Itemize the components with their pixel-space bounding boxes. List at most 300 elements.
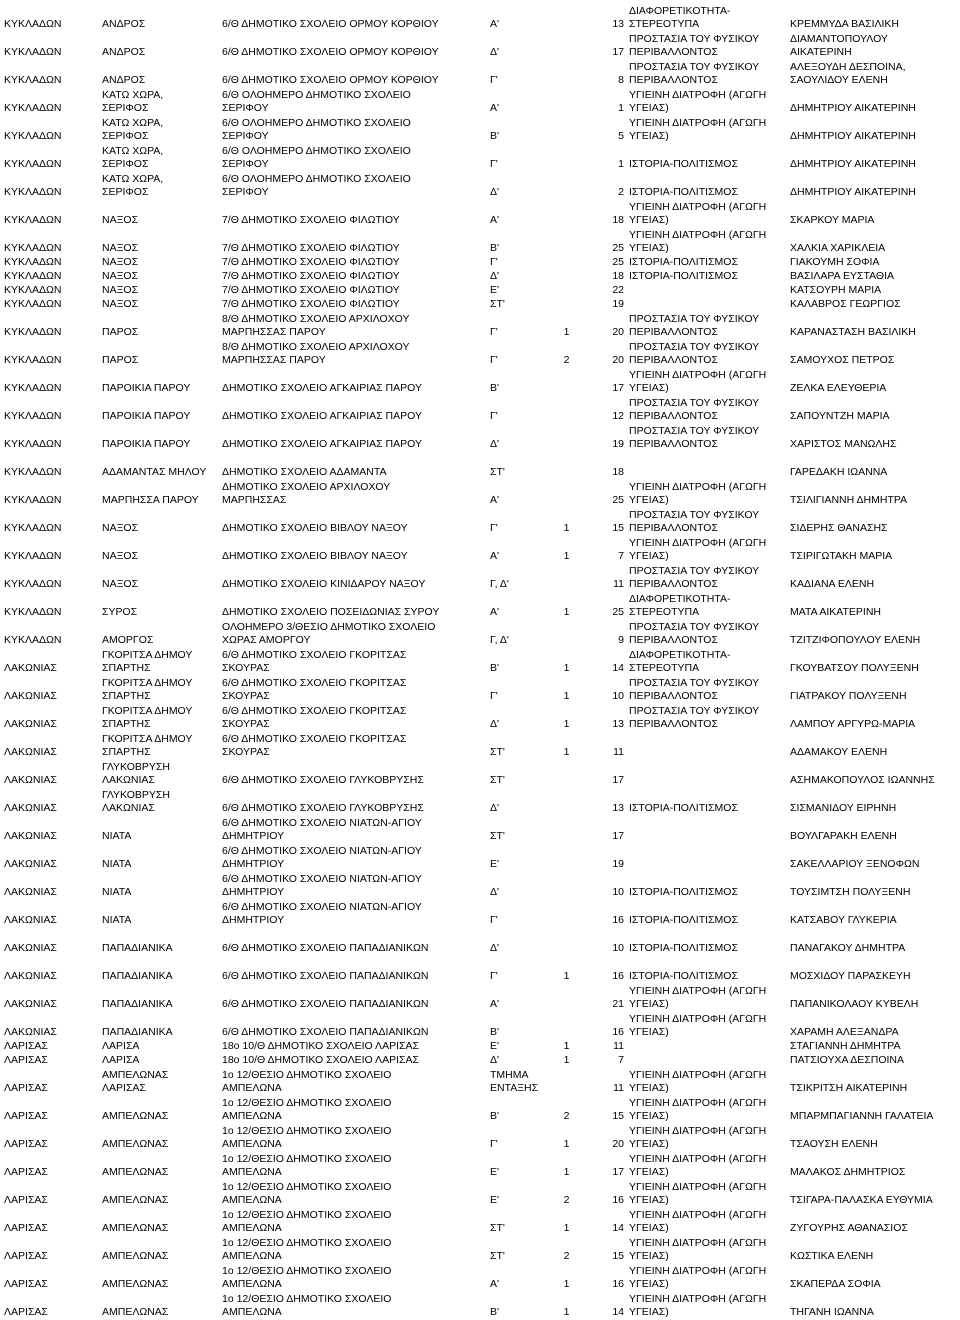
topic-cell: ΠΡΟΣΤΑΣΙΑ ΤΟΥ ΦΥΣΙΚΟΥ ΠΕΡΙΒΑΛΛΟΝΤΟΣ: [629, 509, 760, 534]
school-cell: ΔΗΜΟΤΙΚΟ ΣΧΟΛΕΙΟ ΒΙΒΛΟΥ ΝΑΞΟΥ: [222, 522, 408, 534]
topic-cell: ΠΡΟΣΤΑΣΙΑ ΤΟΥ ΦΥΣΙΚΟΥ ΠΕΡΙΒΑΛΛΟΝΤΟΣ: [629, 621, 760, 646]
school-cell: 8/Θ ΔΗΜΟΤΙΚΟ ΣΧΟΛΕΙΟ ΑΡΧΙΛΟΧΟΥ ΜΑΡΠΗΣΣΑΣ ΠΑΡΟΥ: [222, 313, 410, 338]
class-cell: ΣΤ': [490, 1250, 505, 1262]
class-cell: Β': [490, 662, 500, 674]
topic-cell: ΙΣΤΟΡΙΑ-ΠΟΛΙΤΙΣΜΟΣ: [629, 970, 738, 982]
students-cell: 25: [612, 606, 624, 618]
school-cell: ΟΛΟΗΜΕΡΟ 3/ΘΕΣΙΟ ΔΗΜΟΤΙΚΟ ΣΧΟΛΕΙΟ ΧΩΡΑΣ ΑΜΟΡΓΟΥ: [222, 621, 436, 646]
prefecture-cell: ΚΥΚΛΑΔΩΝ: [4, 102, 62, 114]
prefecture-cell: ΚΥΚΛΑΔΩΝ: [4, 74, 62, 86]
class-cell: Β': [490, 1026, 500, 1038]
teacher-cell: ΣΑΜΟΥΧΟΣ ΠΕΤΡΟΣ: [790, 354, 895, 366]
class-cell: Α': [490, 606, 500, 618]
students-cell: 11: [613, 746, 624, 758]
school-cell: 6/Θ ΟΛΟΗΜΕΡΟ ΔΗΜΟΤΙΚΟ ΣΧΟΛΕΙΟ ΣΕΡΙΦΟΥ: [222, 173, 411, 198]
topic-cell: ΥΓΙΕΙΝΗ ΔΙΑΤΡΟΦΗ (ΑΓΩΓΗ ΥΓΕΙΑΣ): [629, 229, 767, 254]
table-row: [4, 1124, 956, 1152]
class-cell: Ε': [490, 284, 500, 296]
teacher-cell: ΚΩΣΤΙΚΑ ΕΛΕΝΗ: [790, 1250, 874, 1262]
topic-cell: ΠΡΟΣΤΑΣΙΑ ΤΟΥ ΦΥΣΙΚΟΥ ΠΕΡΙΒΑΛΛΟΝΤΟΣ: [629, 61, 760, 86]
class-cell: Γ': [490, 690, 498, 702]
prefecture-cell: ΛΑΚΩΝΙΑΣ: [4, 942, 57, 954]
class-cell: Ε': [490, 1166, 500, 1178]
prefecture-cell: ΚΥΚΛΑΔΩΝ: [4, 578, 62, 590]
area-cell: ΑΜΠΕΛΩΝΑΣ: [102, 1138, 169, 1150]
class-cell: Α': [490, 494, 500, 506]
school-cell: 1ο 12/ΘΕΣΙΟ ΔΗΜΟΤΙΚΟ ΣΧΟΛΕΙΟ ΑΜΠΕΛΩΝΑ: [222, 1293, 392, 1318]
school-cell: ΔΗΜΟΤΙΚΟ ΣΧΟΛΕΙΟ ΚΙΝΙΔΑΡΟΥ ΝΑΞΟΥ: [222, 578, 426, 590]
topic-cell: ΠΡΟΣΤΑΣΙΑ ΤΟΥ ΦΥΣΙΚΟΥ ΠΕΡΙΒΑΛΛΟΝΤΟΣ: [629, 677, 760, 702]
section-cell: 1: [563, 522, 570, 534]
area-cell: ΠΑΡΟΣ: [102, 354, 139, 366]
table-row: [4, 200, 956, 228]
area-cell: ΑΜΠΕΛΩΝΑΣ ΛΑΡΙΣΑΣ: [102, 1069, 169, 1094]
section-cell: 1: [563, 1306, 570, 1318]
topic-cell: ΥΓΙΕΙΝΗ ΔΙΑΤΡΟΦΗ (ΑΓΩΓΗ ΥΓΕΙΑΣ): [629, 1265, 767, 1290]
students-cell: 10: [612, 690, 624, 702]
class-cell: Γ': [490, 914, 498, 926]
area-cell: ΝΙΑΤΑ: [102, 858, 132, 870]
teacher-cell: ΣΑΠΟΥΝΤΖΗ ΜΑΡΙΑ: [790, 410, 890, 422]
school-cell: 6/Θ ΔΗΜΟΤΙΚΟ ΣΧΟΛΕΙΟ ΝΙΑΤΩΝ-ΑΓΙΟΥ ΔΗΜΗΤΡΙΟΥ: [222, 817, 422, 842]
prefecture-cell: ΚΥΚΛΑΔΩΝ: [4, 284, 62, 296]
section-cell: 1: [563, 606, 570, 618]
area-cell: ΠΑΡΟΙΚΙΑ ΠΑΡΟΥ: [102, 382, 191, 394]
topic-cell: ΙΣΤΟΡΙΑ-ΠΟΛΙΤΙΣΜΟΣ: [629, 256, 738, 268]
teacher-cell: ΖΕΛΚΑ ΕΛΕΥΘΕΡΙΑ: [790, 382, 887, 394]
school-cell: 6/Θ ΔΗΜΟΤΙΚΟ ΣΧΟΛΕΙΟ ΠΑΠΑΔΙΑΝΙΚΩΝ: [222, 1026, 429, 1038]
class-cell: ΣΤ': [490, 298, 505, 310]
teacher-cell: ΓΙΑΚΟΥΜΗ ΣΟΦΙΑ: [790, 256, 880, 268]
prefecture-cell: ΚΥΚΛΑΔΩΝ: [4, 354, 62, 366]
table-row: [4, 1152, 956, 1180]
class-cell: Δ': [490, 718, 500, 730]
students-cell: 17: [612, 382, 624, 394]
table-row: [4, 564, 956, 592]
class-cell: ΣΤ': [490, 746, 505, 758]
students-cell: 19: [612, 298, 624, 310]
teacher-cell: ΔΙΑΜΑΝΤΟΠΟΥΛΟΥ ΑΙΚΑΤΕΡΙΝΗ: [790, 33, 888, 58]
area-cell: ΑΜΠΕΛΩΝΑΣ: [102, 1250, 169, 1262]
class-cell: Α': [490, 1278, 500, 1290]
school-cell: 1ο 12/ΘΕΣΙΟ ΔΗΜΟΤΙΚΟ ΣΧΟΛΕΙΟ ΑΜΠΕΛΩΝΑ: [222, 1097, 392, 1122]
students-cell: 10: [612, 942, 624, 954]
table-row: [4, 172, 956, 200]
area-cell: ΑΜΠΕΛΩΝΑΣ: [102, 1194, 169, 1206]
class-cell: Α': [490, 998, 500, 1010]
class-cell: Α': [490, 18, 500, 30]
students-cell: 7: [618, 1054, 624, 1066]
school-cell: 7/Θ ΔΗΜΟΤΙΚΟ ΣΧΟΛΕΙΟ ΦΙΛΩΤΙΟΥ: [222, 270, 400, 282]
prefecture-cell: ΚΥΚΛΑΔΩΝ: [4, 438, 62, 450]
school-cell: ΔΗΜΟΤΙΚΟ ΣΧΟΛΕΙΟ ΑΓΚΑΙΡΙΑΣ ΠΑΡΟΥ: [222, 438, 422, 450]
topic-cell: ΠΡΟΣΤΑΣΙΑ ΤΟΥ ΦΥΣΙΚΟΥ ΠΕΡΙΒΑΛΛΟΝΤΟΣ: [629, 425, 760, 450]
teacher-cell: ΑΛΕΞΟΥΔΗ ΔΕΣΠΟΙΝΑ, ΣΑΟΥΛΙΔΟΥ ΕΛΕΝΗ: [790, 61, 906, 86]
area-cell: ΝΙΑΤΑ: [102, 886, 132, 898]
prefecture-cell: ΛΑΡΙΣΑΣ: [4, 1278, 48, 1290]
area-cell: ΝΑΞΟΣ: [102, 522, 139, 534]
area-cell: ΠΑΡΟΙΚΙΑ ΠΑΡΟΥ: [102, 438, 191, 450]
students-cell: 7: [618, 550, 624, 562]
teacher-cell: ΤΗΓΑΝΗ ΙΩΑΝΝΑ: [790, 1306, 874, 1318]
area-cell: ΑΜΠΕΛΩΝΑΣ: [102, 1306, 169, 1318]
section-cell: 1: [563, 970, 570, 982]
table-row: [4, 984, 956, 1012]
area-cell: ΝΑΞΟΣ: [102, 242, 139, 254]
table-row: [4, 1236, 956, 1264]
students-cell: 16: [612, 970, 624, 982]
school-cell: 1ο 12/ΘΕΣΙΟ ΔΗΜΟΤΙΚΟ ΣΧΟΛΕΙΟ ΑΜΠΕΛΩΝΑ: [222, 1265, 392, 1290]
table-row: [4, 396, 956, 424]
table-row: [4, 1096, 956, 1124]
teacher-cell: ΣΙΔΕΡΗΣ ΘΑΝΑΣΗΣ: [790, 522, 888, 534]
students-cell: 9: [618, 634, 624, 646]
teacher-cell: ΔΗΜΗΤΡΙΟΥ ΑΙΚΑΤΕΡΙΝΗ: [790, 186, 916, 198]
area-cell: ΑΝΔΡΟΣ: [102, 18, 146, 30]
topic-cell: ΥΓΙΕΙΝΗ ΔΙΑΤΡΟΦΗ (ΑΓΩΓΗ ΥΓΕΙΑΣ): [629, 1097, 767, 1122]
students-cell: 1: [618, 102, 624, 114]
section-cell: 2: [563, 1194, 570, 1206]
class-cell: Β': [490, 242, 500, 254]
class-cell: Β': [490, 130, 500, 142]
students-cell: 15: [612, 1110, 624, 1122]
area-cell: ΠΑΠΑΔΙΑΝΙΚΑ: [102, 942, 173, 954]
prefecture-cell: ΚΥΚΛΑΔΩΝ: [4, 186, 62, 198]
prefecture-cell: ΛΑΚΩΝΙΑΣ: [4, 914, 57, 926]
area-cell: ΓΛΥΚΟΒΡΥΣΗ ΛΑΚΩΝΙΑΣ: [102, 761, 170, 786]
topic-cell: ΙΣΤΟΡΙΑ-ΠΟΛΙΤΙΣΜΟΣ: [629, 802, 738, 814]
prefecture-cell: ΚΥΚΛΑΔΩΝ: [4, 410, 62, 422]
table-row: [4, 732, 956, 760]
students-cell: 16: [612, 914, 624, 926]
school-cell: 6/Θ ΔΗΜΟΤΙΚΟ ΣΧΟΛΕΙΟ ΝΙΑΤΩΝ-ΑΓΙΟΥ ΔΗΜΗΤΡΙΟΥ: [222, 845, 422, 870]
area-cell: ΠΑΡΟΙΚΙΑ ΠΑΡΟΥ: [102, 410, 191, 422]
students-cell: 16: [612, 1194, 624, 1206]
class-cell: Δ': [490, 186, 500, 198]
school-cell: 6/Θ ΔΗΜΟΤΙΚΟ ΣΧΟΛΕΙΟ ΓΚΟΡΙΤΣΑΣ ΣΚΟΥΡΑΣ: [222, 677, 407, 702]
prefecture-cell: ΚΥΚΛΑΔΩΝ: [4, 298, 62, 310]
table-row: [4, 452, 956, 480]
prefecture-cell: ΚΥΚΛΑΔΩΝ: [4, 46, 62, 58]
class-cell: Δ': [490, 942, 500, 954]
section-cell: 1: [563, 326, 570, 338]
table-row: [4, 508, 956, 536]
prefecture-cell: ΛΑΚΩΝΙΑΣ: [4, 830, 57, 842]
class-cell: Α': [490, 214, 500, 226]
table-row: [4, 368, 956, 396]
prefecture-cell: ΛΑΚΩΝΙΑΣ: [4, 970, 57, 982]
table-row: [4, 116, 956, 144]
school-cell: 18ο 10/Θ ΔΗΜΟΤΙΚΟ ΣΧΟΛΕΙΟ ΛΑΡΙΣΑΣ: [222, 1054, 419, 1066]
area-cell: ΝΙΑΤΑ: [102, 914, 132, 926]
prefecture-cell: ΚΥΚΛΑΔΩΝ: [4, 270, 62, 282]
students-cell: 11: [613, 1040, 624, 1052]
teacher-cell: ΚΑΤΣΑΒΟΥ ΓΛΥΚΕΡΙΑ: [790, 914, 897, 926]
school-cell: ΔΗΜΟΤΙΚΟ ΣΧΟΛΕΙΟ ΑΡΧΙΛΟΧΟΥ ΜΑΡΠΗΣΣΑΣ: [222, 481, 391, 506]
section-cell: 1: [563, 690, 570, 702]
table-row: [4, 928, 956, 956]
spreadsheet-table: [4, 4, 956, 1320]
prefecture-cell: ΚΥΚΛΑΔΩΝ: [4, 256, 62, 268]
topic-cell: ΙΣΤΟΡΙΑ-ΠΟΛΙΤΙΣΜΟΣ: [629, 270, 738, 282]
class-cell: ΤΜΗΜΑ ΕΝΤΑΞΗΣ: [490, 1069, 539, 1094]
area-cell: ΝΑΞΟΣ: [102, 214, 139, 226]
topic-cell: ΠΡΟΣΤΑΣΙΑ ΤΟΥ ΦΥΣΙΚΟΥ ΠΕΡΙΒΑΛΛΟΝΤΟΣ: [629, 313, 760, 338]
class-cell: Α': [490, 550, 500, 562]
students-cell: 8: [618, 74, 624, 86]
prefecture-cell: ΚΥΚΛΑΔΩΝ: [4, 130, 62, 142]
table-row: [4, 816, 956, 844]
area-cell: ΑΜΠΕΛΩΝΑΣ: [102, 1110, 169, 1122]
teacher-cell: ΑΣΗΜΑΚΟΠΟΥΛΟΣ ΙΩΑΝΝΗΣ: [790, 774, 935, 786]
teacher-cell: ΚΑΤΣΟΥΡΗ ΜΑΡΙΑ: [790, 284, 882, 296]
students-cell: 15: [612, 1250, 624, 1262]
teacher-cell: ΚΡΕΜΜΥΔΑ ΒΑΣΙΛΙΚΗ: [790, 18, 900, 30]
teacher-cell: ΔΗΜΗΤΡΙΟΥ ΑΙΚΑΤΕΡΙΝΗ: [790, 158, 916, 170]
topic-cell: ΥΓΙΕΙΝΗ ΔΙΑΤΡΟΦΗ (ΑΓΩΓΗ ΥΓΕΙΑΣ): [629, 1181, 767, 1206]
area-cell: ΝΑΞΟΣ: [102, 298, 139, 310]
class-cell: Δ': [490, 802, 500, 814]
students-cell: 18: [612, 214, 624, 226]
section-cell: 2: [563, 1250, 570, 1262]
students-cell: 17: [612, 774, 624, 786]
students-cell: 21: [612, 998, 624, 1010]
prefecture-cell: ΛΑΡΙΣΑΣ: [4, 1166, 48, 1178]
topic-cell: ΥΓΙΕΙΝΗ ΔΙΑΤΡΟΦΗ (ΑΓΩΓΗ ΥΓΕΙΑΣ): [629, 1013, 767, 1038]
students-cell: 16: [612, 1278, 624, 1290]
students-cell: 1: [618, 158, 624, 170]
topic-cell: ΥΓΙΕΙΝΗ ΔΙΑΤΡΟΦΗ (ΑΓΩΓΗ ΥΓΕΙΑΣ): [629, 1125, 767, 1150]
table-row: [4, 312, 956, 340]
topic-cell: ΠΡΟΣΤΑΣΙΑ ΤΟΥ ΦΥΣΙΚΟΥ ΠΕΡΙΒΑΛΛΟΝΤΟΣ: [629, 705, 760, 730]
teacher-cell: ΣΚΑΠΕΡΔΑ ΣΟΦΙΑ: [790, 1278, 881, 1290]
class-cell: Ε': [490, 1194, 500, 1206]
teacher-cell: ΓΙΑΤΡΑΚΟΥ ΠΟΛΥΞΕΝΗ: [790, 690, 907, 702]
prefecture-cell: ΚΥΚΛΑΔΩΝ: [4, 494, 62, 506]
area-cell: ΓΚΟΡΙΤΣΑ ΔΗΜΟΥ ΣΠΑΡΤΗΣ: [102, 705, 193, 730]
class-cell: Ε': [490, 1040, 500, 1052]
school-cell: ΔΗΜΟΤΙΚΟ ΣΧΟΛΕΙΟ ΑΓΚΑΙΡΙΑΣ ΠΑΡΟΥ: [222, 410, 422, 422]
school-cell: 6/Θ ΔΗΜΟΤΙΚΟ ΣΧΟΛΕΙΟ ΝΙΑΤΩΝ-ΑΓΙΟΥ ΔΗΜΗΤΡΙΟΥ: [222, 873, 422, 898]
class-cell: Γ': [490, 410, 498, 422]
teacher-cell: ΑΔΑΜΑΚΟΥ ΕΛΕΝΗ: [790, 746, 888, 758]
students-cell: 20: [612, 326, 624, 338]
teacher-cell: ΓΚΟΥΒΑΤΣΟΥ ΠΟΛΥΞΕΝΗ: [790, 662, 919, 674]
section-cell: 1: [563, 1278, 570, 1290]
teacher-cell: ΤΣΙΚΡΙΤΣΗ ΑΙΚΑΤΕΡΙΝΗ: [790, 1082, 908, 1094]
prefecture-cell: ΚΥΚΛΑΔΩΝ: [4, 382, 62, 394]
topic-cell: ΥΓΙΕΙΝΗ ΔΙΑΤΡΟΦΗ (ΑΓΩΓΗ ΥΓΕΙΑΣ): [629, 201, 767, 226]
prefecture-cell: ΛΑΡΙΣΑΣ: [4, 1082, 48, 1094]
prefecture-cell: ΛΑΚΩΝΙΑΣ: [4, 746, 57, 758]
table-row: [4, 872, 956, 900]
teacher-cell: ΖΥΓΟΥΡΗΣ ΑΘΑΝΑΣΙΟΣ: [790, 1222, 908, 1234]
class-cell: ΣΤ': [490, 1222, 505, 1234]
area-cell: ΑΜΠΕΛΩΝΑΣ: [102, 1222, 169, 1234]
teacher-cell: ΜΟΣΧΙΔΟΥ ΠΑΡΑΣΚΕΥΗ: [790, 970, 911, 982]
section-cell: 1: [563, 718, 570, 730]
school-cell: 7/Θ ΔΗΜΟΤΙΚΟ ΣΧΟΛΕΙΟ ΦΙΛΩΤΙΟΥ: [222, 298, 400, 310]
topic-cell: ΥΓΙΕΙΝΗ ΔΙΑΤΡΟΦΗ (ΑΓΩΓΗ ΥΓΕΙΑΣ): [629, 1293, 767, 1318]
table-row: [4, 1208, 956, 1236]
teacher-cell: ΤΖΙΤΖΙΦΟΠΟΥΛΟΥ ΕΛΕΝΗ: [790, 634, 921, 646]
class-cell: Γ': [490, 326, 498, 338]
prefecture-cell: ΛΑΡΙΣΑΣ: [4, 1040, 48, 1052]
prefecture-cell: ΛΑΡΙΣΑΣ: [4, 1194, 48, 1206]
teacher-cell: ΤΣΙΛΙΓΙΑΝΝΗ ΔΗΜΗΤΡΑ: [790, 494, 908, 506]
class-cell: Α': [490, 102, 500, 114]
students-cell: 25: [612, 242, 624, 254]
area-cell: ΝΙΑΤΑ: [102, 830, 132, 842]
teacher-cell: ΜΠΑΡΜΠΑΓΙΑΝΝΗ ΓΑΛΑΤΕΙΑ: [790, 1110, 934, 1122]
topic-cell: ΔΙΑΦΟΡΕΤΙΚΟΤΗΤΑ- ΣΤΕΡΕΟΤΥΠΑ: [629, 593, 731, 618]
area-cell: ΚΑΤΩ ΧΩΡΑ, ΣΕΡΙΦΟΣ: [102, 173, 164, 198]
students-cell: 17: [612, 46, 624, 58]
table-row: [4, 704, 956, 732]
area-cell: ΝΑΞΟΣ: [102, 256, 139, 268]
students-cell: 20: [612, 354, 624, 366]
students-cell: 17: [612, 1166, 624, 1178]
section-cell: 1: [563, 1054, 570, 1066]
class-cell: Γ': [490, 74, 498, 86]
table-row: [4, 88, 956, 116]
school-cell: 1ο 12/ΘΕΣΙΟ ΔΗΜΟΤΙΚΟ ΣΧΟΛΕΙΟ ΑΜΠΕΛΩΝΑ: [222, 1181, 392, 1206]
school-cell: 7/Θ ΔΗΜΟΤΙΚΟ ΣΧΟΛΕΙΟ ΦΙΛΩΤΙΟΥ: [222, 214, 400, 226]
topic-cell: ΠΡΟΣΤΑΣΙΑ ΤΟΥ ΦΥΣΙΚΟΥ ΠΕΡΙΒΑΛΛΟΝΤΟΣ: [629, 397, 760, 422]
area-cell: ΑΜΠΕΛΩΝΑΣ: [102, 1278, 169, 1290]
topic-cell: ΔΙΑΦΟΡΕΤΙΚΟΤΗΤΑ- ΣΤΕΡΕΟΤΥΠΑ: [629, 5, 731, 30]
prefecture-cell: ΚΥΚΛΑΔΩΝ: [4, 214, 62, 226]
school-cell: 6/Θ ΟΛΟΗΜΕΡΟ ΔΗΜΟΤΙΚΟ ΣΧΟΛΕΙΟ ΣΕΡΙΦΟΥ: [222, 145, 411, 170]
topic-cell: ΥΓΙΕΙΝΗ ΔΙΑΤΡΟΦΗ (ΑΓΩΓΗ ΥΓΕΙΑΣ): [629, 117, 767, 142]
topic-cell: ΠΡΟΣΤΑΣΙΑ ΤΟΥ ΦΥΣΙΚΟΥ ΠΕΡΙΒΑΛΛΟΝΤΟΣ: [629, 33, 760, 58]
students-cell: 19: [612, 438, 624, 450]
school-cell: ΔΗΜΟΤΙΚΟ ΣΧΟΛΕΙΟ ΑΓΚΑΙΡΙΑΣ ΠΑΡΟΥ: [222, 382, 422, 394]
topic-cell: ΙΣΤΟΡΙΑ-ΠΟΛΙΤΙΣΜΟΣ: [629, 886, 738, 898]
students-cell: 16: [612, 1026, 624, 1038]
table-row: [4, 676, 956, 704]
school-cell: 6/Θ ΔΗΜΟΤΙΚΟ ΣΧΟΛΕΙΟ ΓΛΥΚΟΒΡΥΣΗΣ: [222, 774, 424, 786]
students-cell: 20: [612, 1138, 624, 1150]
teacher-cell: ΚΑΔΙΑΝΑ ΕΛΕΝΗ: [790, 578, 875, 590]
area-cell: ΑΜΠΕΛΩΝΑΣ: [102, 1166, 169, 1178]
table-row: [4, 144, 956, 172]
section-cell: 1: [563, 746, 570, 758]
teacher-cell: ΧΑΛΚΙΑ ΧΑΡΙΚΛΕΙΑ: [790, 242, 886, 254]
class-cell: Ε': [490, 858, 500, 870]
students-cell: 13: [612, 802, 624, 814]
area-cell: ΑΝΔΡΟΣ: [102, 74, 146, 86]
class-cell: ΣΤ': [490, 774, 505, 786]
teacher-cell: ΤΣΙΓΑΡΑ-ΠΑΛΑΣΚΑ ΕΥΘΥΜΙΑ: [790, 1194, 933, 1206]
area-cell: ΜΑΡΠΗΣΣΑ ΠΑΡΟΥ: [102, 494, 199, 506]
school-cell: 7/Θ ΔΗΜΟΤΙΚΟ ΣΧΟΛΕΙΟ ΦΙΛΩΤΙΟΥ: [222, 256, 400, 268]
prefecture-cell: ΛΑΡΙΣΑΣ: [4, 1054, 48, 1066]
school-cell: 6/Θ ΔΗΜΟΤΙΚΟ ΣΧΟΛΕΙΟ ΓΚΟΡΙΤΣΑΣ ΣΚΟΥΡΑΣ: [222, 649, 407, 674]
prefecture-cell: ΚΥΚΛΑΔΩΝ: [4, 158, 62, 170]
table-row: [4, 956, 956, 984]
school-cell: 1ο 12/ΘΕΣΙΟ ΔΗΜΟΤΙΚΟ ΣΧΟΛΕΙΟ ΑΜΠΕΛΩΝΑ: [222, 1209, 392, 1234]
teacher-cell: ΜΑΛΑΚΟΣ ΔΗΜΗΤΡΙΟΣ: [790, 1166, 906, 1178]
school-cell: 1ο 12/ΘΕΣΙΟ ΔΗΜΟΤΙΚΟ ΣΧΟΛΕΙΟ ΑΜΠΕΛΩΝΑ: [222, 1237, 392, 1262]
topic-cell: ΥΓΙΕΙΝΗ ΔΙΑΤΡΟΦΗ (ΑΓΩΓΗ ΥΓΕΙΑΣ): [629, 1237, 767, 1262]
students-cell: 11: [613, 1082, 624, 1094]
table-row: [4, 4, 956, 32]
topic-cell: ΥΓΙΕΙΝΗ ΔΙΑΤΡΟΦΗ (ΑΓΩΓΗ ΥΓΕΙΑΣ): [629, 481, 767, 506]
table-row: [4, 480, 956, 508]
topic-cell: ΙΣΤΟΡΙΑ-ΠΟΛΙΤΙΣΜΟΣ: [629, 942, 738, 954]
teacher-cell: ΠΑΝΑΓΑΚΟΥ ΔΗΜΗΤΡΑ: [790, 942, 906, 954]
teacher-cell: ΛΑΜΠΟΥ ΑΡΓΥΡΩ-ΜΑΡΙΑ: [790, 718, 916, 730]
prefecture-cell: ΛΑΡΙΣΑΣ: [4, 1250, 48, 1262]
prefecture-cell: ΛΑΚΩΝΙΑΣ: [4, 690, 57, 702]
school-cell: 6/Θ ΔΗΜΟΤΙΚΟ ΣΧΟΛΕΙΟ ΟΡΜΟΥ ΚΟΡΘΙΟΥ: [222, 46, 439, 58]
prefecture-cell: ΚΥΚΛΑΔΩΝ: [4, 550, 62, 562]
prefecture-cell: ΛΑΚΩΝΙΑΣ: [4, 802, 57, 814]
students-cell: 2: [618, 186, 624, 198]
table-row: [4, 424, 956, 452]
teacher-cell: ΣΚΑΡΚΟΥ ΜΑΡΙΑ: [790, 214, 875, 226]
teacher-cell: ΤΣΙΡΙΓΩΤΑΚΗ ΜΑΡΙΑ: [790, 550, 893, 562]
area-cell: ΠΑΡΟΣ: [102, 326, 139, 338]
students-cell: 13: [612, 718, 624, 730]
teacher-cell: ΣΙΣΜΑΝΙΔΟΥ ΕΙΡΗΝΗ: [790, 802, 897, 814]
section-cell: 2: [563, 1110, 570, 1122]
area-cell: ΚΑΤΩ ΧΩΡΑ, ΣΕΡΙΦΟΣ: [102, 89, 164, 114]
area-cell: ΝΑΞΟΣ: [102, 270, 139, 282]
school-cell: 6/Θ ΔΗΜΟΤΙΚΟ ΣΧΟΛΕΙΟ ΓΚΟΡΙΤΣΑΣ ΣΚΟΥΡΑΣ: [222, 733, 407, 758]
area-cell: ΚΑΤΩ ΧΩΡΑ, ΣΕΡΙΦΟΣ: [102, 145, 164, 170]
prefecture-cell: ΛΑΚΩΝΙΑΣ: [4, 1026, 57, 1038]
table-row: [4, 1292, 956, 1320]
area-cell: ΠΑΠΑΔΙΑΝΙΚΑ: [102, 1026, 173, 1038]
table-row: [4, 788, 956, 816]
students-cell: 18: [612, 270, 624, 282]
school-cell: 1ο 12/ΘΕΣΙΟ ΔΗΜΟΤΙΚΟ ΣΧΟΛΕΙΟ ΑΜΠΕΛΩΝΑ: [222, 1069, 392, 1094]
teacher-cell: ΠΑΤΣΙΟΥΧΑ ΔΕΣΠΟΙΝΑ: [790, 1054, 904, 1066]
topic-cell: ΥΓΙΕΙΝΗ ΔΙΑΤΡΟΦΗ (ΑΓΩΓΗ ΥΓΕΙΑΣ): [629, 369, 767, 394]
area-cell: ΓΚΟΡΙΤΣΑ ΔΗΜΟΥ ΣΠΑΡΤΗΣ: [102, 677, 193, 702]
school-cell: 6/Θ ΟΛΟΗΜΕΡΟ ΔΗΜΟΤΙΚΟ ΣΧΟΛΕΙΟ ΣΕΡΙΦΟΥ: [222, 89, 411, 114]
topic-cell: ΙΣΤΟΡΙΑ-ΠΟΛΙΤΙΣΜΟΣ: [629, 186, 738, 198]
area-cell: ΑΝΔΡΟΣ: [102, 46, 146, 58]
students-cell: 15: [612, 522, 624, 534]
class-cell: Δ': [490, 46, 500, 58]
school-cell: 18ο 10/Θ ΔΗΜΟΤΙΚΟ ΣΧΟΛΕΙΟ ΛΑΡΙΣΑΣ: [222, 1040, 419, 1052]
section-cell: 1: [563, 662, 570, 674]
table-row: [4, 844, 956, 872]
table-row: [4, 228, 956, 256]
section-cell: 1: [563, 1222, 570, 1234]
teacher-cell: ΚΑΛΑΒΡΟΣ ΓΕΩΡΓΙΟΣ: [790, 298, 901, 310]
class-cell: Γ': [490, 1138, 498, 1150]
class-cell: ΣΤ': [490, 466, 505, 478]
teacher-cell: ΒΑΣΙΛΑΡΑ ΕΥΣΤΑΘΙΑ: [790, 270, 895, 282]
prefecture-cell: ΛΑΚΩΝΙΑΣ: [4, 662, 57, 674]
school-cell: 8/Θ ΔΗΜΟΤΙΚΟ ΣΧΟΛΕΙΟ ΑΡΧΙΛΟΧΟΥ ΜΑΡΠΗΣΣΑΣ ΠΑΡΟΥ: [222, 341, 410, 366]
teacher-cell: ΤΣΑΟΥΣΗ ΕΛΕΝΗ: [790, 1138, 878, 1150]
teacher-cell: ΓΑΡΕΔΑΚΗ ΙΩΑΝΝΑ: [790, 466, 888, 478]
school-cell: 6/Θ ΔΗΜΟΤΙΚΟ ΣΧΟΛΕΙΟ ΟΡΜΟΥ ΚΟΡΘΙΟΥ: [222, 18, 439, 30]
table-row: [4, 1264, 956, 1292]
topic-cell: ΥΓΙΕΙΝΗ ΔΙΑΤΡΟΦΗ (ΑΓΩΓΗ ΥΓΕΙΑΣ): [629, 985, 767, 1010]
school-cell: 1ο 12/ΘΕΣΙΟ ΔΗΜΟΤΙΚΟ ΣΧΟΛΕΙΟ ΑΜΠΕΛΩΝΑ: [222, 1125, 392, 1150]
section-cell: 2: [563, 354, 570, 366]
prefecture-cell: ΛΑΡΙΣΑΣ: [4, 1306, 48, 1318]
teacher-cell: ΧΑΡΙΣΤΟΣ ΜΑΝΩΛΗΣ: [790, 438, 897, 450]
students-cell: 17: [612, 830, 624, 842]
students-cell: 25: [612, 256, 624, 268]
